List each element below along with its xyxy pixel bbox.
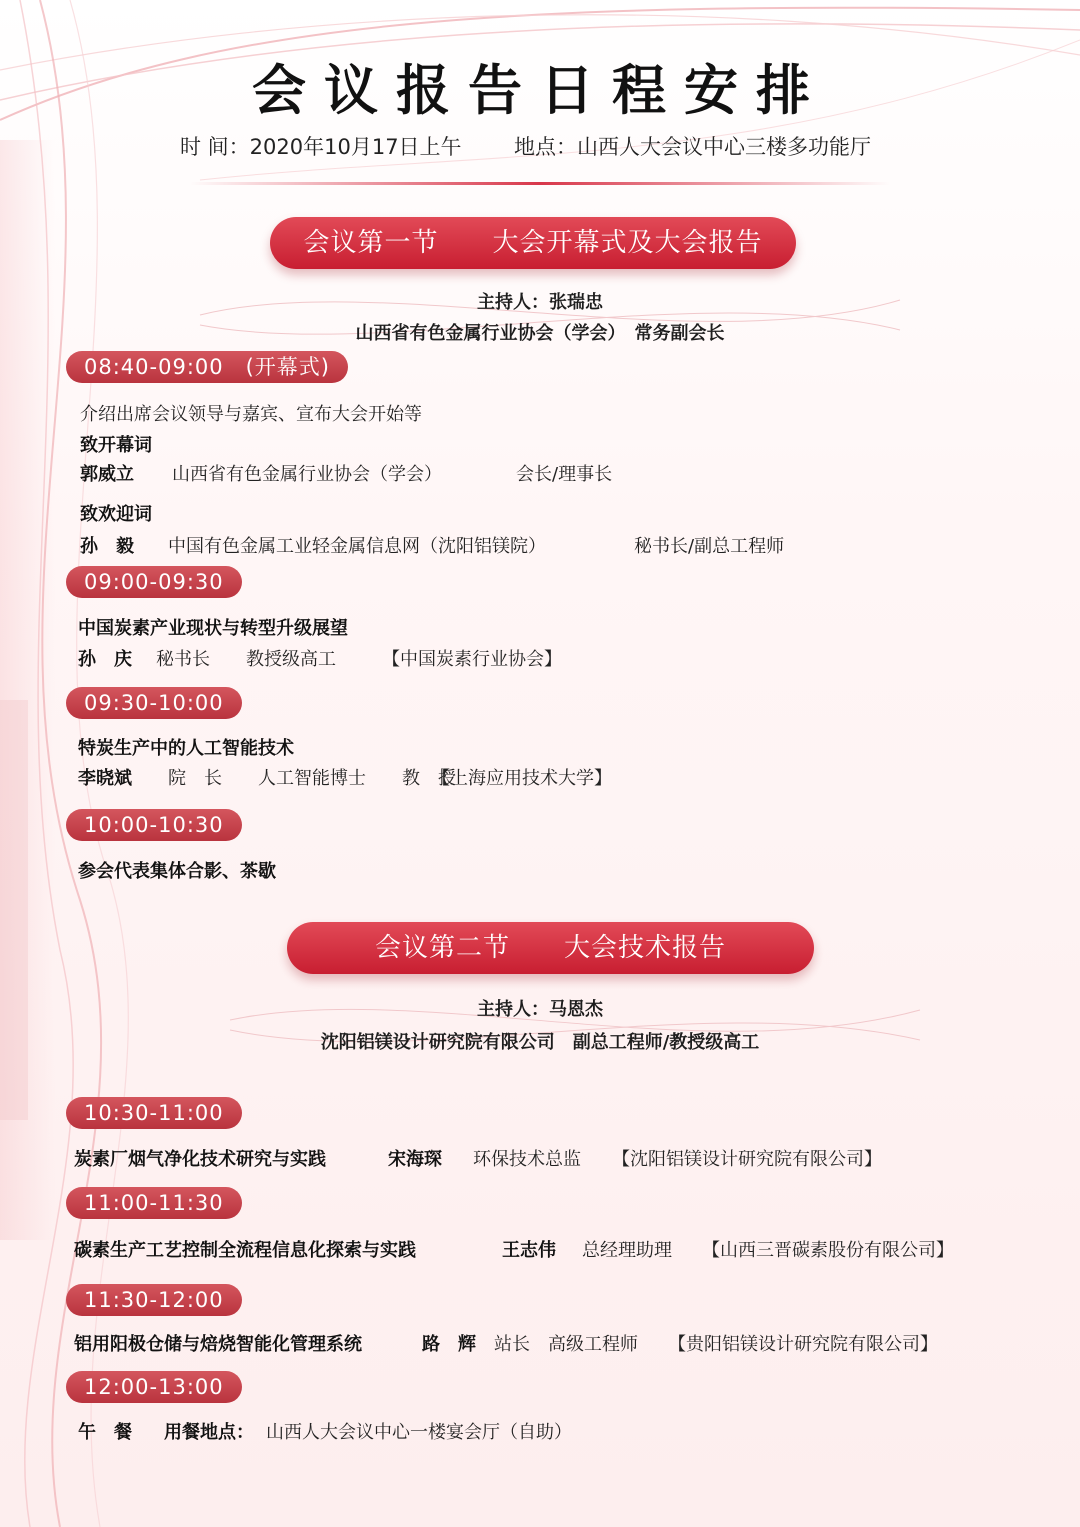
section-1-host-org: 山西省有色金属行业协会（学会） 常务副会长 [355,323,725,344]
break-topic: 参会代表集体合影、茶歇 [78,861,276,882]
time-badge-1130: 11:30-12:00 [66,1284,242,1316]
opening-speech-title: 致开幕词 [80,435,152,456]
speaker-role: 秘书长 教授级高工 [156,649,336,670]
opening-intro: 介绍出席会议领导与嘉宾、宣布大会开始等 [80,404,422,425]
meeting-time: 时 间：2020年10月17日上午 [180,135,462,159]
speaker-name: 路 辉 [422,1334,476,1355]
talk-topic: 碳素生产工艺控制全流程信息化探索与实践 [74,1240,416,1261]
speaker-name: 王志伟 [502,1240,556,1261]
lunch-label: 午 餐 [78,1422,132,1443]
talk-topic: 特炭生产中的人工智能技术 [78,738,294,759]
time-badge-1100: 11:00-11:30 [66,1187,242,1219]
speaker-role: 站长 高级工程师 [494,1334,638,1355]
time-badge-0930: 09:30-10:00 [66,687,242,719]
lunch-place-label: 用餐地点： [164,1422,254,1443]
header-divider [190,182,890,185]
welcome-speech-title: 致欢迎词 [80,504,152,525]
section-1-banner: 会议第一节 大会开幕式及大会报告 [270,217,796,269]
time-badge-0840: 08:40-09:00 (开幕式) [66,351,348,383]
lunch-place: 山西人大会议中心一楼宴会厅（自助） [266,1422,572,1443]
speaker-role: 总经理助理 [582,1240,672,1261]
opening-speaker-name: 郭威立 [80,464,134,485]
speaker-name: 孙 庆 [78,649,132,670]
speaker-org: 【山西三晋碳素股份有限公司】 [702,1240,954,1261]
speaker-role: 环保技术总监 [473,1149,581,1170]
speaker-name: 李晓斌 [78,768,132,789]
welcome-speaker-org: 中国有色金属工业轻金属信息网（沈阳铝镁院） [168,536,546,557]
talk-topic: 铝用阳极仓储与焙烧智能化管理系统 [74,1334,362,1355]
welcome-speaker-role: 秘书长/副总工程师 [634,536,785,557]
talk-topic: 炭素厂烟气净化技术研究与实践 [74,1149,326,1170]
speaker-org: 【沈阳铝镁设计研究院有限公司】 [612,1149,882,1170]
talk-topic: 中国炭素产业现状与转型升级展望 [78,618,348,639]
section-1-host: 主持人：张瑞忠 [477,292,603,313]
page-title: 会议报告日程安排 [252,59,828,122]
time-badge-1200: 12:00-13:00 [66,1371,242,1403]
speaker-role: 院 长 人工智能博士 教 授 [168,768,456,789]
speaker-name: 宋海琛 [388,1149,442,1170]
meeting-place: 地点：山西人大会议中心三楼多功能厅 [514,135,871,159]
speaker-org: 【中国炭素行业协会】 [382,649,562,670]
opening-speaker-org: 山西省有色金属行业协会（学会） [172,464,442,485]
speaker-org: 【上海应用技术大学】 [432,768,612,789]
section-2-host-org: 沈阳铝镁设计研究院有限公司 副总工程师/教授级高工 [320,1032,760,1053]
time-badge-1000: 10:00-10:30 [66,809,242,841]
section-2-host: 主持人：马恩杰 [477,999,603,1020]
time-badge-1030: 10:30-11:00 [66,1097,242,1129]
opening-speaker-role: 会长/理事长 [516,464,613,485]
speaker-org: 【贵阳铝镁设计研究院有限公司】 [668,1334,938,1355]
welcome-speaker-name: 孙 毅 [80,536,134,557]
section-2-banner: 会议第二节 大会技术报告 [287,922,814,974]
time-badge-0900: 09:00-09:30 [66,566,242,598]
